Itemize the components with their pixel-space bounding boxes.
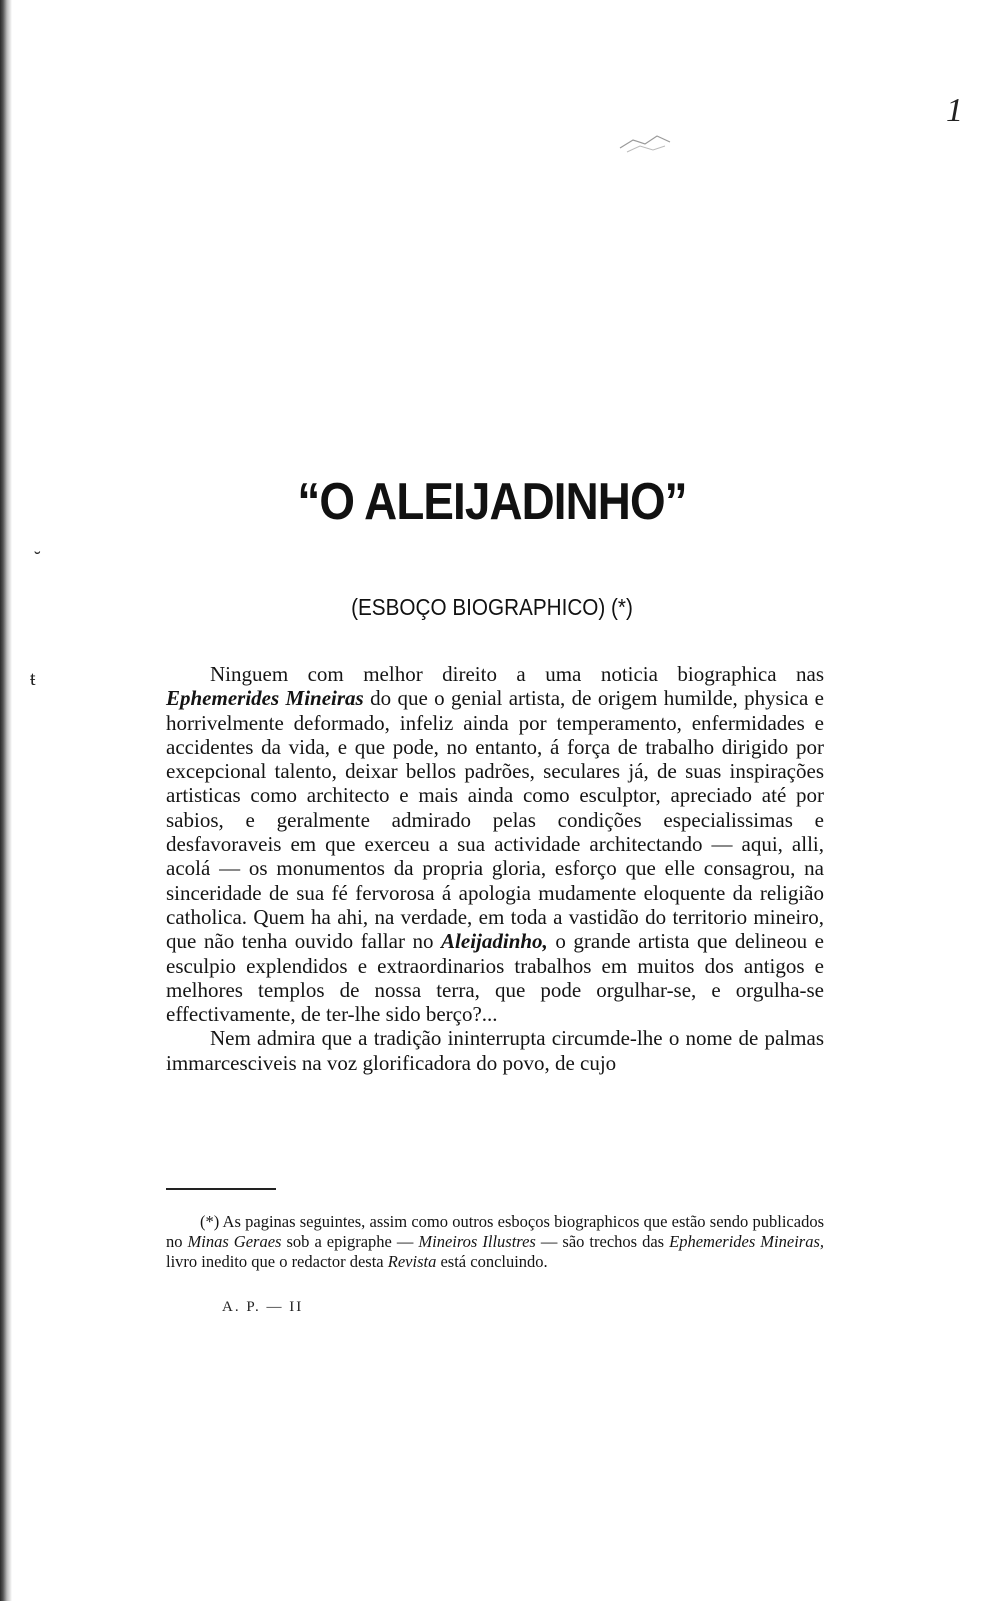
ink-smudge (615, 128, 675, 158)
page-spine-shadow (0, 0, 12, 1601)
footnote-seg-2: sob a epigraphe — (281, 1232, 419, 1251)
paragraph-1 (166, 662, 824, 1026)
article-body (166, 662, 824, 1075)
footnote-text (166, 1212, 824, 1272)
page-number: 1 (946, 92, 963, 129)
paragraph-2: Nem admira que a tradição ininterrupta circumde-lhe o nome de palmas immarcesciveis na voz glorificadora do povo, de cujo (166, 1026, 824, 1075)
ephemerides-title: Ephemerides Mineiras (166, 686, 364, 711)
footnote-signature: A. P. — II (222, 1299, 304, 1315)
footnote-seg-5: está concluindo. (436, 1252, 548, 1271)
margin-mark-left: ˘ (34, 548, 41, 570)
article-subtitle: (ESBOÇO BIOGRAPHICO) (*) (351, 594, 633, 620)
footnote-seg-1: (*) As paginas seguintes, assim como outros esboços biographicos que estão sendo publicados no (166, 1212, 824, 1251)
footnote-em-mineiros-illustres: Mineiros Illustres (418, 1232, 536, 1251)
footnote-em-ephemerides: Ephemerides Mineiras, (669, 1232, 824, 1251)
paragraph-1-text-a: Ninguem com melhor direito a uma noticia biographica nas (210, 662, 824, 686)
paragraph-1-text-c: o grande artista que delineou e esculpio explendidos e extraordinarios trabalhos em muitos dos antigos e melhores templos de nossa terra, que pode orgulhar-se, e orgulha-se effectivamente, de ter-lhe sido berço?... (166, 929, 824, 1027)
footnote-seg-4: livro inedito que o redactor desta (166, 1252, 388, 1271)
footnote-rule (166, 1188, 276, 1190)
paragraph-1-text-b: do que o genial artista, de origem humilde, physica e horrivelmente deformado, infeliz ainda por temperamento, enfermidades e accidentes da vida, e que pode, no entanto, á força de trabalho dirigido por excepcional talento, deixar bellos padrões, seculares já, de suas inspirações artisticas como architecto e mais ainda como esculptor, apreciado até por sabios, e geralmente admirado pelas condições especialissimas e desfavoraveis em que exerceu a sua actividade architectando — aqui, alli, acolá — os monumentos da propria gloria, esforço que elle consagrou, na sinceridade de sua fé fervorosa á apologia mudamente eloquente da religião catholica. Quem ha ahi, na verdade, em toda a vastidão do territorio mineiro, que não tenha ouvido fallar no (166, 686, 824, 954)
margin-mark-bullet: ŧ (30, 668, 36, 690)
footnote-seg-3: — são trechos das (535, 1232, 670, 1251)
article-title: “O ALEIJADINHO” (297, 473, 687, 531)
aleijadinho-name: Aleijadinho, (441, 929, 548, 954)
footnote-em-revista: Revista (387, 1252, 437, 1271)
footnote (166, 1212, 824, 1272)
footnote-em-minas-geraes: Minas Geraes (187, 1232, 282, 1251)
